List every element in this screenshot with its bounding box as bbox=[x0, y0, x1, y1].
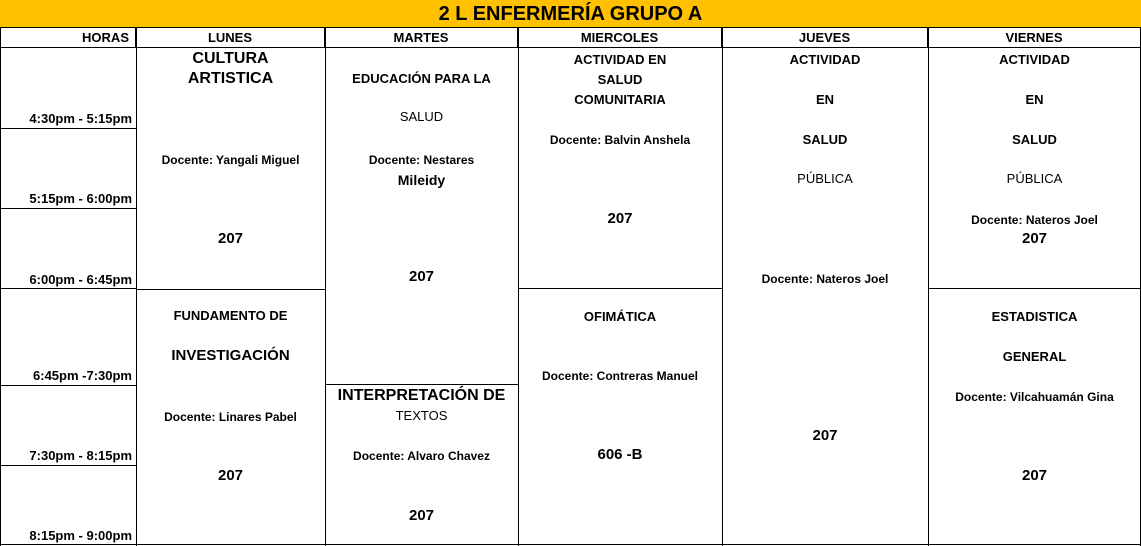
course-teacher: Docente: Nateros Joel bbox=[761, 272, 889, 286]
course-room: 606 -B bbox=[597, 446, 643, 463]
grid-line-martes-split bbox=[325, 384, 518, 385]
course-teacher: Docente: Linares Pabel bbox=[164, 410, 297, 424]
grid-line-time-1 bbox=[0, 128, 136, 129]
grid-line-lunes-split bbox=[136, 289, 325, 290]
course-title: ACTIVIDAD bbox=[789, 52, 861, 67]
time-slot-4: 6:45pm -7:30pm bbox=[33, 368, 132, 383]
course-room: 207 bbox=[217, 230, 244, 247]
grid-line-time-2 bbox=[0, 208, 136, 209]
header-miercoles: MIERCOLES bbox=[518, 28, 722, 48]
course-title: FUNDAMENTO DE bbox=[173, 308, 288, 323]
time-slot-3: 6:00pm - 6:45pm bbox=[29, 272, 132, 287]
course-room: 207 bbox=[408, 507, 435, 524]
course-room: 207 bbox=[607, 210, 633, 227]
course-title: PÚBLICA bbox=[797, 171, 853, 186]
course-title: ESTADISTICA bbox=[991, 309, 1078, 324]
grid-line-miercoles-split bbox=[518, 288, 722, 289]
grid-line-lunes bbox=[325, 28, 326, 546]
course-title: CULTURA bbox=[192, 50, 269, 67]
course-title: ARTISTICA bbox=[187, 70, 274, 87]
header-lunes: LUNES bbox=[136, 28, 325, 48]
page-title: 2 L ENFERMERÍA GRUPO A bbox=[0, 0, 1141, 28]
time-slot-6: 8:15pm - 9:00pm bbox=[29, 528, 132, 543]
course-room: 207 bbox=[1021, 467, 1048, 484]
course-teacher: Docente: Nateros Joel bbox=[971, 213, 1098, 227]
grid-line-time-4 bbox=[0, 385, 136, 386]
course-title: ACTIVIDAD EN bbox=[573, 52, 667, 67]
course-room: 207 bbox=[217, 467, 244, 484]
course-teacher: Mileidy bbox=[397, 172, 446, 188]
course-title: SALUD bbox=[802, 132, 848, 147]
course-title: EN bbox=[1025, 92, 1044, 107]
course-title: INTERPRETACIÓN DE bbox=[337, 387, 506, 404]
course-room: 207 bbox=[812, 427, 838, 444]
course-title: EN bbox=[815, 92, 835, 107]
course-teacher: Docente: Balvin Anshela bbox=[549, 133, 691, 147]
course-room: 207 bbox=[1021, 230, 1048, 247]
course-title: COMUNITARIA bbox=[574, 92, 666, 107]
grid-line-time-3 bbox=[0, 288, 136, 289]
course-title: OFIMÁTICA bbox=[583, 309, 657, 324]
course-title: PÚBLICA bbox=[1006, 171, 1063, 186]
grid-line-bottom bbox=[0, 544, 1141, 545]
course-title: INVESTIGACIÓN bbox=[171, 347, 290, 364]
course-teacher: Docente: Yangali Miguel bbox=[161, 153, 300, 167]
course-teacher: Docente: Alvaro Chavez bbox=[353, 449, 490, 463]
header-martes: MARTES bbox=[325, 28, 518, 48]
grid-line-time-5 bbox=[0, 465, 136, 466]
course-title: EDUCACIÓN PARA LA bbox=[352, 71, 491, 86]
course-teacher: Docente: Vilcahuamán Gina bbox=[955, 390, 1114, 404]
grid-line-viernes-split bbox=[928, 288, 1141, 289]
course-title: SALUD bbox=[399, 109, 444, 124]
course-teacher: Docente: Nestares bbox=[368, 153, 475, 167]
course-room: 207 bbox=[408, 268, 435, 285]
header-horas-label: HORAS bbox=[82, 30, 129, 45]
header-viernes: VIERNES bbox=[928, 28, 1141, 48]
course-title: SALUD bbox=[1012, 132, 1057, 147]
grid-line-left bbox=[0, 28, 1, 546]
course-title: TEXTOS bbox=[395, 408, 448, 423]
time-slot-2: 5:15pm - 6:00pm bbox=[29, 191, 132, 206]
time-slot-1: 4:30pm - 5:15pm bbox=[29, 111, 132, 126]
time-slot-5: 7:30pm - 8:15pm bbox=[29, 448, 132, 463]
course-title: GENERAL bbox=[1002, 349, 1067, 364]
course-title: SALUD bbox=[597, 72, 643, 87]
course-teacher: Docente: Contreras Manuel bbox=[541, 369, 699, 383]
header-jueves: JUEVES bbox=[722, 28, 928, 48]
header-horas bbox=[0, 28, 136, 48]
course-title: ACTIVIDAD bbox=[999, 52, 1070, 67]
